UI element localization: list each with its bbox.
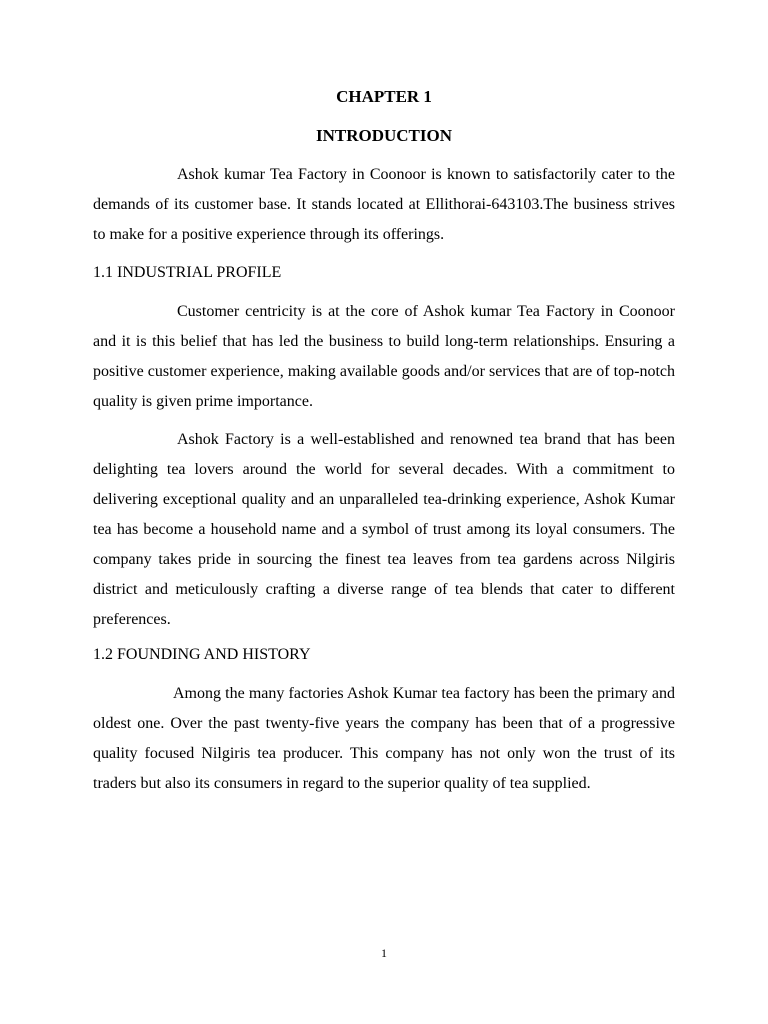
chapter-label: CHAPTER 1 [336, 87, 432, 106]
paragraph-founding: Among the many factories Ashok Kumar tea factory has been the primary and oldest one. Over the past twenty-five years the company has been that of a progressive quality focused Nilgiris tea producer. This company has not only won the trust of its traders but also its consumers in regard to the superior quality of tea supplied. [93, 685, 675, 792]
section-heading-industrial-profile: 1.1 INDUSTRIAL PROFILE [93, 264, 282, 281]
paragraph-ashok-factory: Ashok Factory is a well-established and renowned tea brand that has been delighting tea lovers around the world for several decades. With a commitment to delivering exceptional quality and an unparalleled tea-drinking experience, Ashok Kumar tea has become a household name and a symbol of trust among its loyal consumers. The company takes pride in sourcing the finest tea leaves from tea gardens across Nilgiris district and meticulously crafting a diverse range of tea blends that cater to different preferences. [93, 431, 675, 628]
chapter-title: INTRODUCTION [315, 126, 453, 145]
section-heading-founding-history: 1.2 FOUNDING AND HISTORY [93, 646, 311, 663]
page-number: 1 [381, 946, 387, 960]
paragraph-customer-centricity: Customer centricity is at the core of Ashok kumar Tea Factory in Coonoor and it is this belief that has led the business to build long-term relationships. Ensuring a positive customer experience, making available goods and/or services that are of top-notch quality is given prime importance. [93, 303, 675, 410]
intro-paragraph: Ashok kumar Tea Factory in Coonoor is known to satisfactorily cater to the demands of its customer base. It stands located at Ellithorai-643103.The business strives to make for a positive experience through its offerings. [93, 166, 675, 243]
